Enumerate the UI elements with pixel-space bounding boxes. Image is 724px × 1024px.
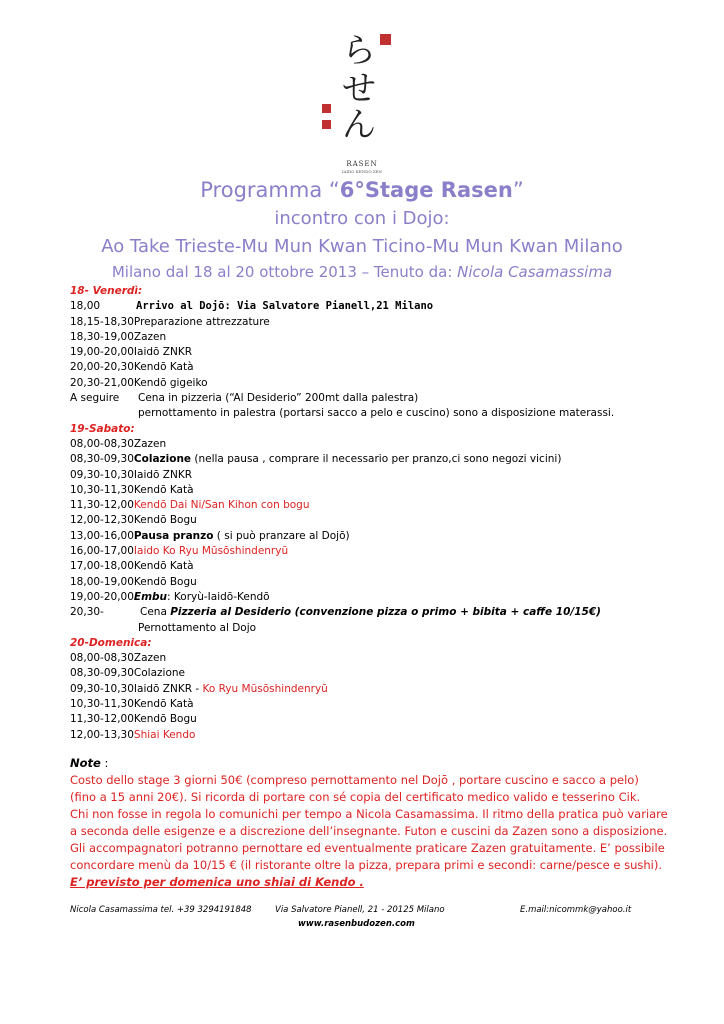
schedule-activity: Zazen bbox=[133, 330, 167, 343]
schedule-row bbox=[70, 575, 670, 590]
schedule-row bbox=[70, 621, 670, 636]
schedule-row bbox=[70, 529, 670, 544]
schedule-activity: Kendō Bogu bbox=[133, 514, 197, 527]
schedule-time: 08,00-08,30 bbox=[70, 652, 134, 665]
schedule-row bbox=[70, 697, 670, 712]
schedule-time: 12,00-13,30 bbox=[70, 728, 134, 741]
schedule-activity: Iaido Ko Ryu Mūsōshindenryū bbox=[133, 545, 289, 558]
schedule-activity: Iaidō ZNKR bbox=[133, 468, 193, 481]
rasen-logo bbox=[320, 22, 404, 174]
teacher-name: Nicola Casamassima bbox=[457, 263, 613, 281]
seal-stamp-low bbox=[322, 120, 331, 129]
schedule-activity: Colazione bbox=[133, 453, 192, 466]
notes-line: (fino a 15 anni 20€). Si ricorda di portare con sé copia del certificato medico valido e tesserino Cik. bbox=[70, 790, 641, 804]
footer-contact: Nicola Casamassima tel. +39 3294191848 bbox=[70, 905, 252, 915]
schedule-activity: Kendō Bogu bbox=[133, 575, 197, 588]
schedule-time: 18,00-19,00 bbox=[70, 575, 134, 588]
schedule-activity: Embu bbox=[133, 590, 168, 603]
notes: Note : Costo dello stage 3 giorni 50€ (compreso pernottamento nel Dojō , portare cuscino e sacco a pelo) (fino a 15 anni 20€). Si ricorda di portare con sé copia del certificato medico valido e tesserino Cik. Chi non fosse in regola lo comunichi per tempo a Nicola Casamassima. Il ritmo della pratica può variare a seconda delle esigenze e a discrezione dell’insegnante. Futon e cuscini da Zazen sono a disposizione. Gli accompagnatori potranno pernottare ed eventualmente praticare Zazen gratuitamente. E’ possibile concordare menù da 10/15 € (il ristorante oltre la pizza, prepara primi e secondi: carne/pesce e sushi). E’ previsto per domenica uno shiai di Kendo . bbox=[70, 755, 670, 891]
notes-line: Gli accompagnatori potranno pernottare ed eventualmente praticare Zazen gratuitamente. E’ possibile bbox=[70, 841, 665, 855]
logo-kana-1: ら bbox=[342, 31, 376, 71]
schedule-row bbox=[70, 360, 670, 375]
notes-line: Costo dello stage 3 giorni 50€ (compreso pernottamento nel Dojō , portare cuscino e sacco a pelo) bbox=[70, 773, 639, 787]
schedule-row bbox=[70, 666, 670, 681]
schedule-row bbox=[70, 330, 670, 345]
schedule-row bbox=[70, 651, 670, 666]
schedule-activity: Iaidō ZNKR - bbox=[133, 682, 203, 695]
schedule-time: 11,30-12,00 bbox=[70, 499, 134, 512]
page-subtitle: incontro con i Dojo: bbox=[274, 208, 450, 229]
schedule-time: 20,00-20,30 bbox=[70, 361, 134, 374]
schedule-activity: Iaidō ZNKR bbox=[133, 346, 193, 359]
schedule-activity: Cena bbox=[140, 606, 171, 619]
logo-kana-2: せ bbox=[342, 69, 376, 109]
schedule-time: 08,00-08,30 bbox=[70, 437, 134, 450]
schedule-time: 09,30-10,30 bbox=[70, 468, 134, 481]
schedule-row bbox=[70, 299, 670, 314]
schedule-time: 08,30-09,30 bbox=[70, 667, 134, 680]
schedule-activity: Kendō Katà bbox=[133, 698, 194, 711]
page-title: Programma “6°Stage Rasen” bbox=[200, 178, 524, 202]
notes-line: Chi non fosse in regola lo comunichi per tempo a Nicola Casamassima. Il ritmo della pratica può variare bbox=[70, 807, 668, 821]
schedule-time: 18,15-18,30 bbox=[70, 315, 134, 328]
schedule-activity: Pernottamento al Dojo bbox=[138, 621, 257, 634]
schedule-activity: Cena in pizzeria (“Al Desiderio” 200mt dalla palestra) bbox=[138, 392, 419, 405]
schedule-time: 11,30-12,00 bbox=[70, 713, 134, 726]
schedule-activity: Kendō gigeiko bbox=[133, 376, 208, 389]
schedule-activity: Preparazione attrezzature bbox=[133, 315, 270, 328]
notes-line: a seconda delle esigenze e a discrezione dell’insegnante. Futon e cuscini da Zazen sono a disposizione. bbox=[70, 824, 668, 838]
schedule-row bbox=[70, 590, 670, 605]
schedule bbox=[70, 284, 670, 743]
schedule-row bbox=[70, 468, 670, 483]
schedule-activity: Pizzeria al Desiderio (convenzione pizza o primo + bibita + caffe 10/15€) bbox=[170, 606, 601, 619]
schedule-time: 12,00-12,30 bbox=[70, 514, 134, 527]
schedule-time: 19,00-20,00 bbox=[70, 590, 134, 603]
schedule-activity: Arrivo al Dojō: Via Salvatore Pianell,21 Milano bbox=[136, 300, 434, 313]
date-line: Milano dal 18 al 20 ottobre 2013 – Tenuto da: Nicola Casamassima bbox=[111, 263, 613, 281]
schedule-activity: (nella pausa , comprare il necessario per pranzo,ci sono negozi vicini) bbox=[191, 453, 562, 466]
schedule-row bbox=[70, 513, 670, 528]
schedule-activity: : Koryù-Iaidō-Kendō bbox=[167, 590, 270, 603]
schedule-activity: Kendō Bogu bbox=[133, 713, 197, 726]
footer-email: E.mail:nicommk@yahoo.it bbox=[520, 905, 632, 915]
dojo-list: Ao Take Trieste-Mu Mun Kwan Ticino-Mu Mun Kwan Milano bbox=[101, 236, 623, 257]
schedule-row bbox=[70, 376, 670, 391]
schedule-time: 18,30-19,00 bbox=[70, 330, 134, 343]
day-label-friday: 18- Venerdì: bbox=[70, 285, 143, 297]
schedule-row bbox=[70, 712, 670, 727]
schedule-activity: Kendō Katà bbox=[133, 361, 194, 374]
schedule-row bbox=[70, 452, 670, 467]
schedule-row bbox=[70, 728, 670, 743]
schedule-time: 13,00-16,00 bbox=[70, 529, 134, 542]
logo-subtitle: IAIDO KENDO ZEN bbox=[341, 169, 383, 174]
schedule-activity: Zazen bbox=[133, 652, 167, 665]
schedule-activity: Colazione bbox=[133, 667, 185, 680]
notes-line: concordare menù da 10/15 € (il ristorante oltre la pizza, prepara primi e secondi: carne/pesce e sushi). bbox=[70, 858, 662, 872]
schedule-activity: Pausa pranzo bbox=[133, 529, 214, 542]
footer-address: Via Salvatore Pianell, 21 - 20125 Milano bbox=[275, 905, 445, 915]
schedule-activity: Shiai Kendo bbox=[133, 728, 196, 741]
schedule-time: 20,30-21,00 bbox=[70, 376, 134, 389]
schedule-row bbox=[70, 315, 670, 330]
logo-kana-3: ん bbox=[342, 105, 376, 145]
schedule-row bbox=[70, 391, 670, 406]
schedule-time: 20,30- bbox=[70, 606, 104, 619]
schedule-row bbox=[70, 483, 670, 498]
notes-shiai: E’ previsto per domenica uno shiai di Kendo . bbox=[70, 875, 364, 889]
sunday-rows bbox=[70, 651, 670, 743]
day-label-sunday: 20-Domenica: bbox=[70, 636, 152, 649]
schedule-activity: Kendō Katà bbox=[133, 483, 194, 496]
schedule-time: 09,30-10,30 bbox=[70, 682, 134, 695]
saturday-rows bbox=[70, 437, 670, 636]
schedule-row bbox=[70, 345, 670, 360]
schedule-time: 16,00-17,00 bbox=[70, 545, 134, 558]
notes-text bbox=[70, 772, 670, 874]
schedule-time: A seguire bbox=[70, 392, 120, 405]
schedule-time: 19,00-20,00 bbox=[70, 346, 134, 359]
seal-stamp-top bbox=[380, 34, 391, 45]
schedule-activity: Kendō Dai Ni/San Kihon con bogu bbox=[133, 499, 310, 512]
schedule-activity: Zazen bbox=[133, 437, 167, 450]
schedule-time: 10,30-11,30 bbox=[70, 698, 134, 711]
schedule-activity: ( si può pranzare al Dojō) bbox=[213, 529, 350, 542]
day-label-saturday: 19-Sabato: bbox=[70, 422, 135, 435]
schedule-time: 08,30-09,30 bbox=[70, 453, 134, 466]
schedule-activity: Ko Ryu Mūsōshindenryū bbox=[202, 682, 328, 695]
footer-website: www.rasenbudozen.com bbox=[298, 919, 415, 929]
friday-rows bbox=[70, 299, 670, 421]
schedule-row bbox=[70, 437, 670, 452]
schedule-row bbox=[70, 682, 670, 697]
seal-stamp-mid bbox=[322, 104, 331, 113]
schedule-row bbox=[70, 605, 670, 620]
schedule-time: 10,30-11,30 bbox=[70, 483, 134, 496]
schedule-row bbox=[70, 498, 670, 513]
schedule-row bbox=[70, 406, 670, 421]
notes-label: Note bbox=[70, 756, 101, 770]
schedule-row bbox=[70, 559, 670, 574]
schedule-activity: Kendō Katà bbox=[133, 560, 194, 573]
schedule-row bbox=[70, 544, 670, 559]
schedule-time: 18,00 bbox=[70, 300, 101, 313]
schedule-time: 17,00-18,00 bbox=[70, 560, 134, 573]
logo-brand: RASEN bbox=[346, 160, 378, 168]
schedule-activity: pernottamento in palestra (portarsi sacco a pelo e cuscino) sono a disposizione materassi. bbox=[138, 407, 615, 420]
